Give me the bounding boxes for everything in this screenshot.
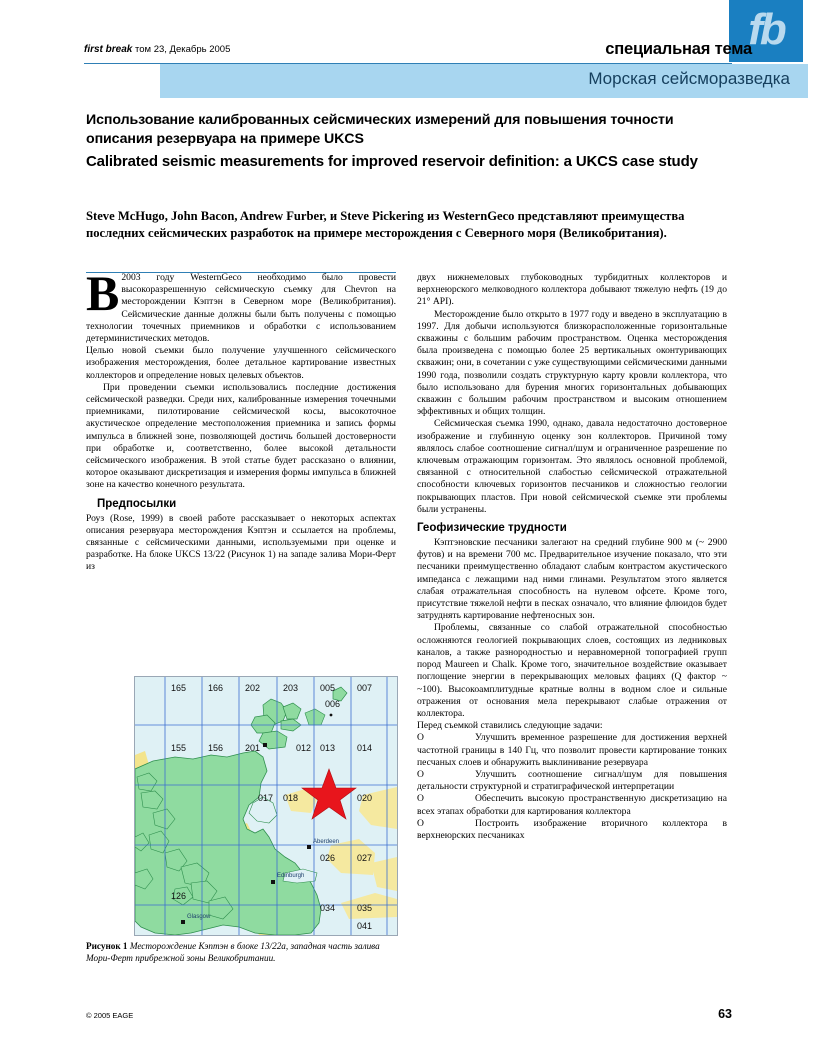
map-graphic	[135, 677, 397, 935]
grid-label: 202	[245, 683, 261, 693]
grid-label: 013	[320, 743, 336, 753]
grid-label: 165	[171, 683, 187, 693]
paragraph: Роуз (Rose, 1999) в своей работе рассказывает о некоторых аспектах описания резервуара месторождения Кэптэн и ссылается на проблемы, связанные с сейсмическими данными, используемыми при оценке и разработке. На блоке UKCS 13/22 (Рисунок 1) на западе залива Мори-Ферт из	[86, 512, 396, 573]
page-number: 63	[718, 1007, 732, 1021]
paragraph: Проблемы, связанные со слабой отражательной способностью осложняются геологией покрывающих слоев, состоящих из ледниковых каналов, а также разнородностью и неравномерной топографией групп пород Maureen и Chalk. Кроме того, значительное воздействие оказывает поглощение энергии в перекрывающих меловых фациях (Q фактор ~ ~100). Высокоамплитудные кратные волны в водном слое и сильные отражения от основания мела перекрывают слабые отражения от коллектора.	[417, 622, 727, 719]
grid-label: 014	[357, 743, 373, 753]
grid-label: 041	[357, 921, 373, 931]
masthead	[84, 40, 760, 62]
page-title-russian: Использование калиброванных сейсмических измерений для повышения точности описания резервуара на примере UKCS	[86, 112, 674, 147]
city-label-aberdeen: Aberdeen	[313, 839, 340, 845]
grid-label: 203	[283, 683, 299, 693]
grid-label: 020	[357, 793, 373, 803]
lead-paragraph-block	[86, 265, 396, 345]
grid-label: 201	[245, 743, 261, 753]
grid-label-006: 006	[325, 699, 341, 709]
city-marker-icon	[263, 743, 267, 747]
banner-title: Морская сейсморазведка	[588, 69, 790, 88]
grid-label: 156	[208, 743, 224, 753]
list-item	[417, 769, 727, 793]
copyright-notice: © 2005 EAGE	[86, 1011, 134, 1020]
grid-label: 017	[258, 793, 274, 803]
section-subhead-predposylki: Предпосылки	[97, 497, 177, 510]
bullet-marker-icon: O	[417, 817, 424, 829]
grid-label: 034	[320, 903, 336, 913]
well-marker-icon	[330, 714, 333, 717]
list-item-text: Улучшить временное разрешение для достижения верхней частотной границы в 140 Гц, что позволит провести картирование тонких песчаных слоев и обнаружить выклинивание резервуара	[417, 732, 727, 768]
grid-label-126: 126	[171, 891, 187, 901]
figure-caption-text: Месторождение Кэптэн в блоке 13/22а, западная часть залива Мори-Ферт прибрежной зоны Великобритании.	[86, 941, 380, 963]
grid-label: 035	[357, 903, 373, 913]
right-column	[417, 272, 727, 842]
masthead-journal-info	[84, 44, 230, 55]
bullet-marker-icon: O	[417, 732, 424, 744]
paragraph: При проведении съемки использовались последние достижения сейсмической разведки. Среди них, калиброванные измерения точечными приемниками, пилотирование сейсмической косы, высокоточное акустическое определение местоположения приемника и запись формы импульса в ближней зоне, позволяющей достичь большей достоверности при обработке и, соответственно, более высокой детальности сейсмического изображения. В этой статье будет рассказано о влиянии, которое оказывают дискретизация и измерения формы импульса в ближней зоне на качество конечного результата.	[86, 381, 396, 491]
banner-bottom-rule	[160, 99, 808, 100]
list-item-text: Построить изображение вторичного коллектора в верхнеюрских песчаниках	[417, 817, 727, 841]
figure-1-map	[134, 676, 398, 936]
grid-label: 027	[357, 853, 373, 863]
paragraph: Перед съемкой ставились следующие задачи:	[417, 720, 603, 732]
paragraph: Целью новой съемки было получение улучшенного сейсмического изображения месторождения, более детальное картирование известных коллекторов и определение новых целевых объектов.	[86, 345, 396, 381]
bullet-marker-icon: O	[417, 768, 424, 780]
list-item-text: Улучшить соотношение сигнал/шум для повышения детальности структурной и стратиграфической интерпретации	[417, 768, 727, 793]
grid-label: 018	[283, 793, 299, 803]
page-title-english: Calibrated seismic measurements for improved reservoir definition: a UKCS case study	[86, 153, 698, 170]
city-label-edinburgh: Edinburgh	[277, 873, 305, 879]
byline: Steve McHugo, John Bacon, Andrew Furber, и Steve Pickering из WesternGeco представляют преимущества последних сейсмических разработок на примере месторождения с Северного моря (Великобритания).	[86, 209, 685, 240]
city-marker-icon	[307, 845, 311, 849]
list-item	[417, 818, 727, 842]
paragraph: Сейсмическая съемка 1990, однако, давала недостаточно достоверное изображение и глубинную оценку зон коллекторов. Причиной тому являлось слабое соотношение сигнал/шум и ограниченное разрешение по ключевым отражающим горизонтам. Это являлось основной проблемой, связанной с относительной слабостью сейсмической отражательной способности ключевых горизонтов песчаников и сложностью геологии покрывающих пластов. При новой сейсмической съемке эти проблемы были устранены.	[417, 418, 727, 515]
paragraph: 2003 году WesternGeco необходимо было провести высокоразрешенную сейсмическую съемку для Chevron на месторождении Кэптэн в Северном море (Великобритания). Сейсмические данные должны были быть получены с помощью технологии точечных приемников и обработки с использованием детерминистических методов.	[86, 272, 396, 345]
grid-label: 012	[296, 743, 312, 753]
section-subhead-geofizicheskie-trudnosti: Геофизические трудности	[417, 522, 567, 535]
issue-line: том 23, Декабрь 2005	[135, 44, 231, 55]
paragraph: двух нижнемеловых глубоководных турбидитных коллекторов и верхнеюрского мелководного коллектора добывают тяжелую нефть (19 до 21° API).	[417, 272, 727, 308]
city-marker-icon	[181, 920, 185, 924]
grid-label: 155	[171, 743, 187, 753]
city-label-glasgow: Glasgow	[187, 914, 211, 920]
figure-caption-label: Рисунок 1	[86, 941, 128, 951]
grid-label: 026	[320, 853, 336, 863]
section-label: специальная тема	[605, 40, 752, 58]
grid-label: 166	[208, 683, 224, 693]
paragraph: Кэптэновские песчаники залегают на средний глубине 900 м (~ 2900 футов) и на времени 700 мс. Предварительное изучение показало, что эти песчаники преимущественно обладают слабым контрастом акустического импеданса с лежащими над ними глинами. Результатом этого является слабая отражательная способность на нулевом офсете. Кроме того, присутствие тяжелой нефти в песках означало, что влияние флюидов будет затруднять картирование нефтеносных зон.	[417, 537, 727, 622]
grid-label: 005	[320, 683, 336, 693]
bullet-marker-icon: O	[417, 793, 424, 805]
paragraph: Месторождение было открыто в 1977 году и введено в эксплуатацию в 1997. Для добычи используются близкорасположенные горизонтальные скважины с большим рабочим пространством. Оценка месторождения была произведена с помощью более 25 вертикальных оконтуривающих скважин; они, в сочетании с уже существующими сейсмическими данными 1990 года, позволили создать структурную карту кровли коллектора, что было использовано для бурения многих горизонтальных добывающих скважин с большим рабочим пространством и высоким отношением эффективных и общих толщин.	[417, 308, 727, 418]
list-item	[417, 732, 727, 769]
fb-logo-icon: fb	[748, 5, 784, 54]
left-column	[86, 265, 396, 574]
list-item	[417, 793, 727, 817]
journal-name: first break	[84, 44, 133, 55]
grid-label: 007	[357, 683, 373, 693]
city-marker-icon	[271, 880, 275, 884]
figure-caption	[86, 941, 396, 965]
section-banner	[160, 64, 808, 98]
list-item-text: Обеспечить высокую пространственную дискретизацию на всех этапах обработки для картирования коллектора	[417, 793, 727, 817]
drop-cap: В	[86, 265, 120, 321]
